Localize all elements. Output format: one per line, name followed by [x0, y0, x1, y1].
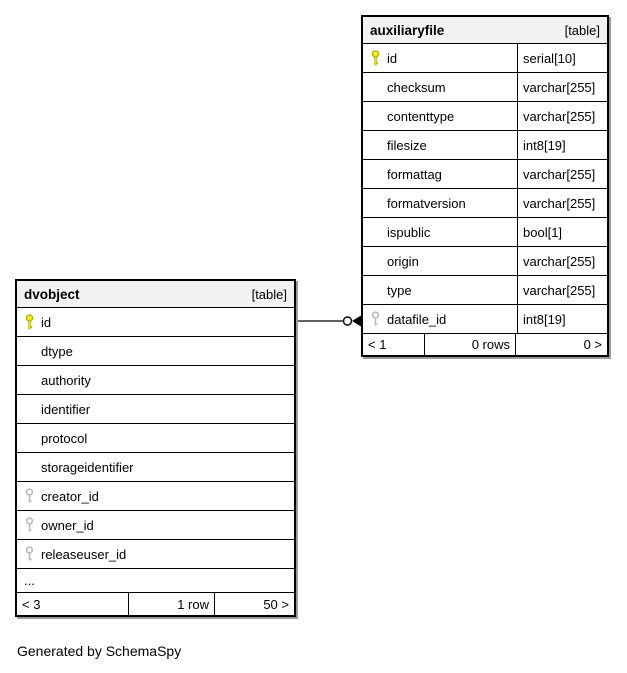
column-name: creator_id [41, 488, 99, 504]
footer-children-count: < 1 [363, 334, 425, 355]
relationship-connector [296, 310, 361, 332]
column-row-releaseuser-id [17, 540, 294, 569]
column-name: owner_id [41, 517, 94, 533]
column-row-datafile-id [363, 305, 607, 334]
column-name: identifier [41, 401, 91, 417]
column-type: bool[1] [523, 224, 563, 240]
column-row-creator-id [17, 482, 294, 511]
column-row-id [363, 44, 607, 73]
footer-row-count: 1 row [129, 593, 215, 615]
column-name: filesize [387, 137, 427, 153]
table-name[interactable]: dvobject [24, 286, 80, 302]
footer-parents-count: 0 > [583, 337, 602, 352]
primary-key-icon [363, 50, 387, 66]
column-type: serial[10] [523, 50, 576, 66]
primary-key-icon [17, 314, 41, 330]
foreign-key-icon [17, 546, 41, 562]
table-header-dvobject [17, 281, 294, 308]
column-name: contenttype [387, 108, 455, 124]
table-name[interactable]: auxiliaryfile [370, 22, 445, 38]
column-row-origin [363, 247, 607, 276]
column-name: checksum [387, 79, 446, 95]
footer-parents-count: 50 > [263, 596, 289, 612]
hidden-columns-ellipsis: ... [17, 569, 294, 593]
column-row-checksum [363, 73, 607, 102]
footer-row-count: 0 rows [425, 334, 516, 355]
column-name: storageidentifier [41, 459, 134, 475]
column-name: formattag [387, 166, 442, 182]
column-name: releaseuser_id [41, 546, 127, 562]
column-name: formatversion [387, 195, 466, 211]
table-dvobject[interactable] [15, 279, 296, 617]
column-type: int8[19] [523, 311, 566, 327]
column-row-formatversion [363, 189, 607, 218]
column-row-ispublic [363, 218, 607, 247]
column-type: varchar[255] [523, 108, 596, 124]
table-header-auxiliaryfile [363, 17, 607, 44]
foreign-key-icon [17, 488, 41, 504]
column-name: type [387, 282, 412, 298]
column-row-protocol [17, 424, 294, 453]
generator-credit: Generated by SchemaSpy [17, 643, 182, 659]
column-row-dtype [17, 337, 294, 366]
column-row-owner-id [17, 511, 294, 540]
column-name: origin [387, 253, 419, 269]
column-row-authority [17, 366, 294, 395]
column-name: ispublic [387, 224, 431, 240]
connector-arrowhead [352, 316, 361, 327]
column-row-filesize [363, 131, 607, 160]
column-type: varchar[255] [523, 253, 596, 269]
foreign-key-icon [363, 311, 387, 327]
column-type: varchar[255] [523, 195, 596, 211]
column-type: varchar[255] [523, 282, 596, 298]
column-name: dtype [41, 343, 73, 359]
connector-odot [344, 317, 352, 325]
table-auxiliaryfile[interactable] [361, 15, 609, 357]
column-row-contenttype [363, 102, 607, 131]
table-type-badge: [table] [251, 286, 287, 302]
column-row-formattag [363, 160, 607, 189]
column-name: protocol [41, 430, 88, 446]
column-name: authority [41, 372, 91, 388]
column-name: id [387, 50, 398, 66]
column-name: datafile_id [387, 311, 447, 327]
column-row-id [17, 308, 294, 337]
column-type: varchar[255] [523, 166, 596, 182]
column-type: int8[19] [523, 137, 566, 153]
column-row-storageidentifier [17, 453, 294, 482]
table-type-badge: [table] [564, 22, 600, 38]
column-type: varchar[255] [523, 79, 596, 95]
foreign-key-icon [17, 517, 41, 533]
table-footer-auxiliaryfile [363, 334, 607, 355]
column-row-identifier [17, 395, 294, 424]
column-row-type [363, 276, 607, 305]
table-footer-dvobject [17, 593, 294, 615]
column-name: id [41, 314, 52, 330]
footer-children-count: < 3 [17, 593, 129, 615]
